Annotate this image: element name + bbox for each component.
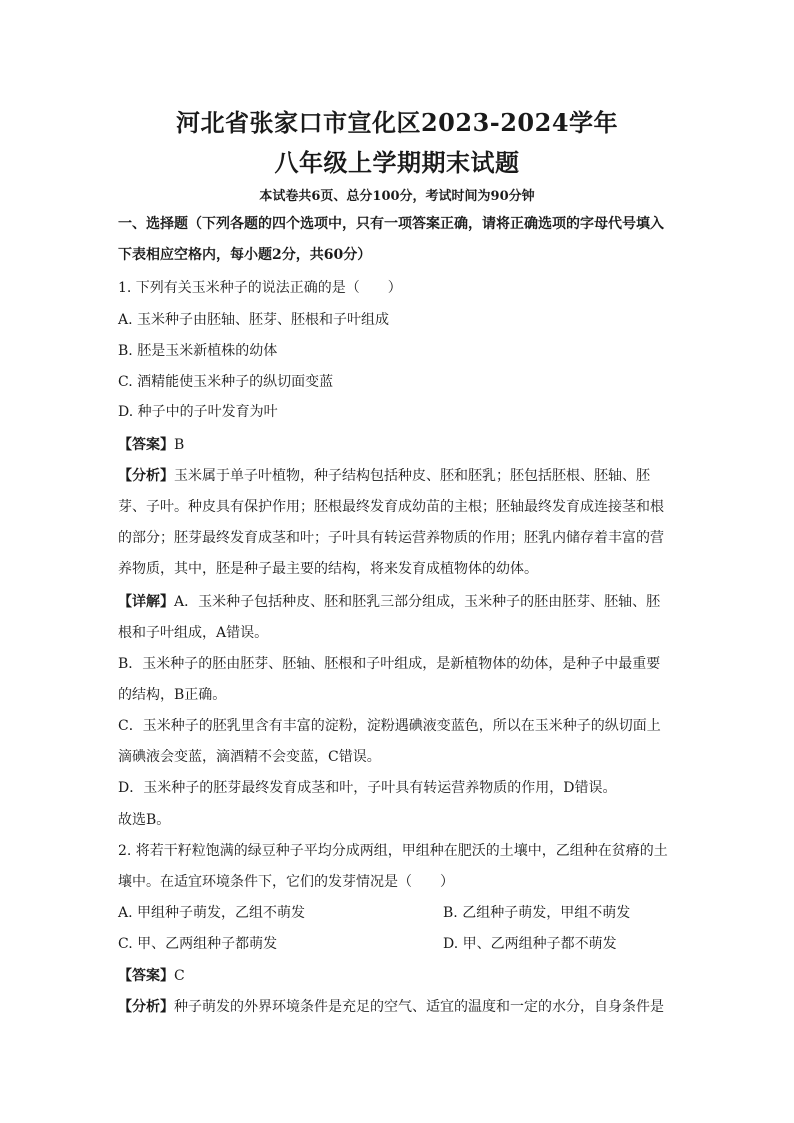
analysis-text: 种子萌发的外界环境条件是充足的空气、适宜的温度和一定的水分，自身条件是 xyxy=(174,999,664,1015)
q2-stem-line1: 2. 将若干籽粒饱满的绿豆种子平均分成两组，甲组种在肥沃的土壤中，乙组种在贫瘠的土 xyxy=(118,843,668,859)
q1-analysis-line3: 的部分；胚芽最终发育成茎和叶；子叶具有转运营养物质的作用；胚乳内储存着丰富的营 xyxy=(118,530,664,546)
q1-analysis-line4: 养物质，其中，胚是种子最主要的结构，将来发育成植物体的幼体。 xyxy=(118,561,538,577)
q1-detail-line5: C．玉米种子的胚乳里含有丰富的淀粉，淀粉遇碘液变蓝色，所以在玉米种子的纵切面上 xyxy=(118,718,661,734)
q1-detail-line8: 故选B。 xyxy=(118,812,171,828)
q1-stem: 1. 下列有关玉米种子的说法正确的是（ ） xyxy=(118,280,402,296)
q1-option-b: B. 胚是玉米新植株的幼体 xyxy=(118,343,278,359)
q2-option-d: D. 甲、乙两组种子都不萌发 xyxy=(443,936,617,952)
q1-answer xyxy=(118,435,678,455)
exam-title-line2: 八年级上学期期末试题 xyxy=(274,148,520,177)
section-heading-line1: 一、选择题（下列各题的四个选项中，只有一项答案正确，请将正确选项的字母代号填入 xyxy=(118,216,664,232)
q1-detail-line6: 滴碘液会变蓝，滴酒精不会变蓝，C错误。 xyxy=(118,749,381,765)
detail-tag: 【详解】 xyxy=(118,594,174,610)
analysis-tag: 【分析】 xyxy=(118,468,174,484)
exam-info: 本试卷共6页、总分100分，考试时间为90分钟 xyxy=(259,189,535,204)
q2-option-a: A. 甲组种子萌发，乙组不萌发 xyxy=(118,905,306,921)
q1-analysis-line2: 芽、子叶。种皮具有保护作用；胚根最终发育成幼苗的主根；胚轴最终发育成连接茎和根 xyxy=(118,499,664,515)
q2-stem-line2: 壤中。在适宜环境条件下，它们的发芽情况是（ ） xyxy=(118,874,454,890)
q1-detail-line2: 根和子叶组成，A错误。 xyxy=(118,625,269,641)
q2-option-c: C. 甲、乙两组种子都萌发 xyxy=(118,936,278,952)
analysis-tag: 【分析】 xyxy=(118,999,174,1015)
q2-analysis-line1 xyxy=(118,997,678,1017)
q2-option-b: B. 乙组种子萌发，甲组不萌发 xyxy=(443,905,631,921)
answer-value: C xyxy=(174,968,185,984)
exam-title-line1: 河北省张家口市宣化区2023-2024学年 xyxy=(175,108,619,137)
q2-answer xyxy=(118,966,678,986)
answer-tag: 【答案】 xyxy=(118,437,174,453)
answer-tag: 【答案】 xyxy=(118,968,174,984)
q1-option-a: A. 玉米种子由胚轴、胚芽、胚根和子叶组成 xyxy=(118,312,390,328)
q1-detail-line1 xyxy=(118,592,678,612)
q1-option-d: D. 种子中的子叶发育为叶 xyxy=(118,404,278,420)
q1-analysis-line1 xyxy=(118,466,678,486)
analysis-text: 玉米属于单子叶植物，种子结构包括种皮、胚和胚乳；胚包括胚根、胚轴、胚 xyxy=(174,468,650,484)
q1-option-c: C. 酒精能使玉米种子的纵切面变蓝 xyxy=(118,374,334,390)
q1-detail-line7: D．玉米种子的胚芽最终发育成茎和叶，子叶具有转运营养物质的作用，D错误。 xyxy=(118,780,617,796)
detail-text: A．玉米种子包括种皮、胚和胚乳三部分组成，玉米种子的胚由胚芽、胚轴、胚 xyxy=(174,594,661,610)
q1-detail-line3: B．玉米种子的胚由胚芽、胚轴、胚根和子叶组成，是新植物体的幼体，是种子中最重要 xyxy=(118,656,661,672)
answer-value: B xyxy=(174,437,185,453)
q1-detail-line4: 的结构，B正确。 xyxy=(118,687,227,703)
section-heading-line2: 下表相应空格内，每小题2分，共60分） xyxy=(118,247,372,263)
